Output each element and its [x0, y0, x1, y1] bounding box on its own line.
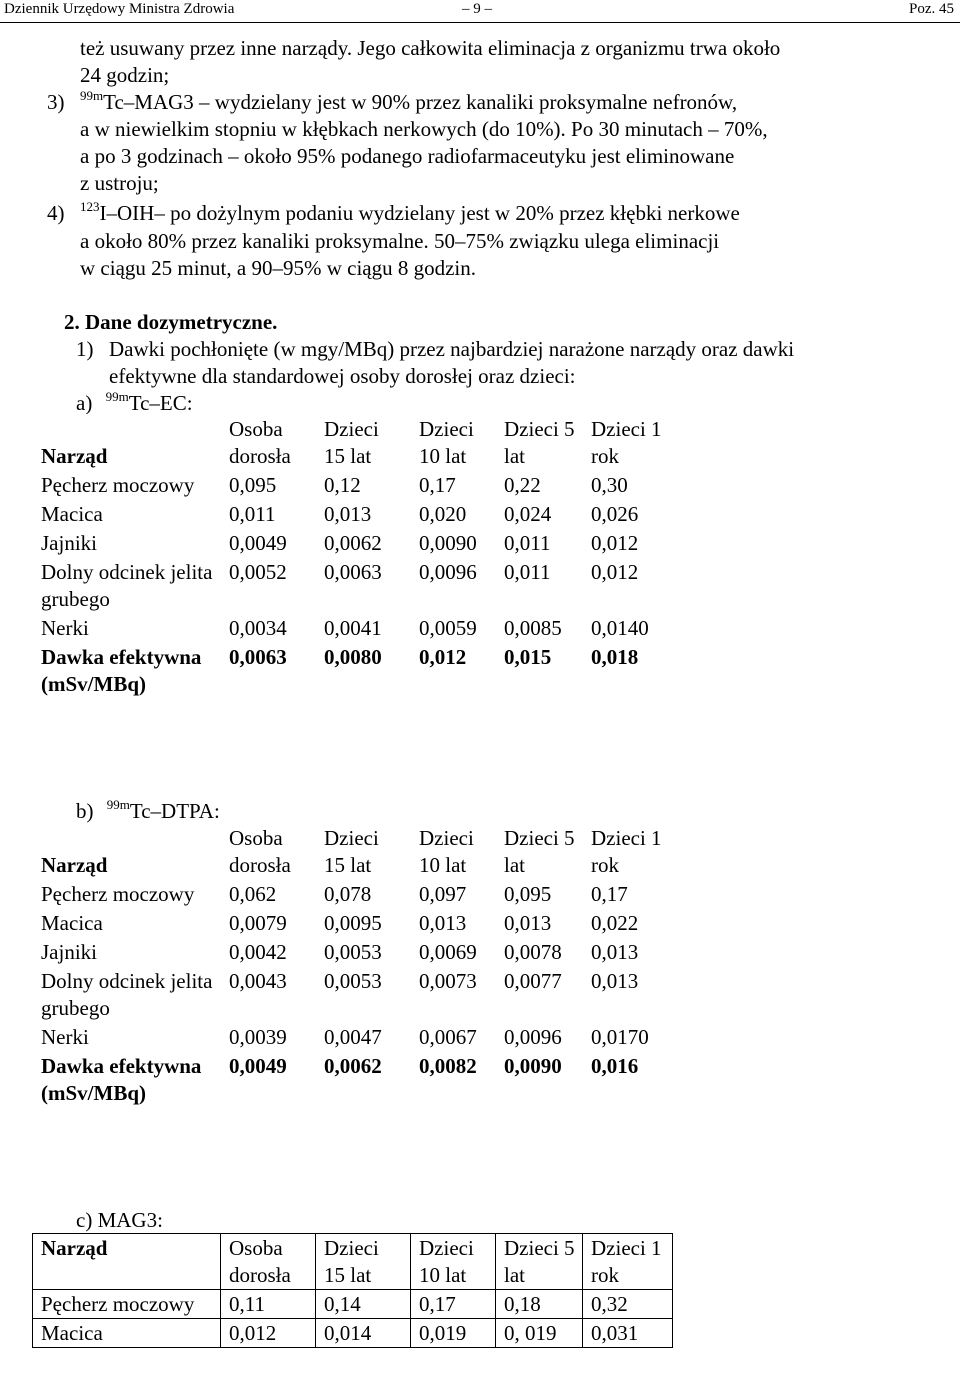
value-cell: 0,015: [496, 643, 583, 699]
value-cell: 0,0082: [411, 1052, 496, 1108]
header-cell: Narząd: [33, 1234, 221, 1290]
header-cell: Dzieci 15 lat: [316, 824, 411, 880]
organ-cell: Pęcherz moczowy: [33, 1290, 221, 1319]
value-cell: 0,011: [496, 558, 583, 614]
header-cell: Dzieci 1 rok: [583, 1234, 673, 1290]
header-cell: Osoba dorosła: [221, 824, 316, 880]
header-cell: Dzieci 10 lat: [411, 824, 496, 880]
value-cell: 0,013: [411, 909, 496, 938]
organ-cell: Nerki: [33, 614, 221, 643]
item-3-line: a po 3 godzinach – około 95% podanego radiofarmaceutyku jest eliminowane: [80, 144, 735, 168]
item-3-line: a w niewielkim stopniu w kłębkach nerkowych (do 10%). Po 30 minutach – 70%,: [80, 117, 768, 141]
value-cell: 0,016: [583, 1052, 673, 1108]
item-3-line: [80, 89, 920, 116]
organ-cell: Macica: [33, 1319, 221, 1348]
table-a-title: Tc–EC:: [128, 391, 193, 415]
item-3-line: z ustroju;: [80, 171, 159, 195]
value-cell: 0,011: [496, 529, 583, 558]
value-cell: 0,095: [221, 471, 316, 500]
table-c-title: MAG3:: [97, 1208, 163, 1232]
isotope-superscript: 99m: [105, 389, 129, 404]
table-row: [33, 558, 673, 614]
table-b-letter: b): [76, 799, 94, 823]
value-cell: 0,0043: [221, 967, 316, 1023]
header-cell: Dzieci 5 lat: [496, 415, 583, 471]
organ-cell: Dolny odcinek jelita grubego: [33, 967, 221, 1023]
table-header-row: [33, 1234, 673, 1290]
value-cell: 0,12: [316, 471, 411, 500]
organ-cell: Pęcherz moczowy: [33, 471, 221, 500]
value-cell: 0,0067: [411, 1023, 496, 1052]
organ-cell: Dolny odcinek jelita grubego: [33, 558, 221, 614]
value-cell: 0,031: [583, 1319, 673, 1348]
table-a-letter: a): [76, 391, 93, 415]
item-3-text-l1: Tc–MAG3 – wydzielany jest w 90% przez kanaliki proksymalne nefronów,: [103, 90, 738, 114]
value-cell: 0,022: [583, 909, 673, 938]
value-cell: 0,17: [411, 1290, 496, 1319]
organ-cell: Jajniki: [33, 529, 221, 558]
value-cell: 0,0096: [496, 1023, 583, 1052]
page-header: [0, 0, 960, 23]
item-4-line: w ciągu 25 minut, a 90–95% w ciągu 8 godzin.: [80, 256, 477, 280]
table-header-row: [33, 415, 673, 471]
table-row: [33, 471, 673, 500]
position-number: Poz. 45: [909, 1, 954, 17]
table-row: [33, 967, 673, 1023]
item-4-line: a około 80% przez kanaliki proksymalne. 50–75% związku ulega eliminacji: [80, 229, 720, 253]
value-cell: 0, 019: [496, 1319, 583, 1348]
value-cell: 0,0085: [496, 614, 583, 643]
table-row: [33, 529, 673, 558]
value-cell: 0,0039: [221, 1023, 316, 1052]
value-cell: 0,013: [583, 967, 673, 1023]
value-cell: 0,012: [221, 1319, 316, 1348]
table-row: [33, 1319, 673, 1348]
value-cell: 0,0034: [221, 614, 316, 643]
value-cell: 0,0073: [411, 967, 496, 1023]
value-cell: 0,0049: [221, 1052, 316, 1108]
header-cell: Osoba dorosła: [221, 1234, 316, 1290]
isotope-superscript: 99m: [106, 797, 130, 812]
table-row: [33, 909, 673, 938]
value-cell: 0,0053: [316, 967, 411, 1023]
table-b-title: Tc–DTPA:: [129, 799, 220, 823]
value-cell: 0,026: [583, 500, 673, 529]
value-cell: 0,013: [583, 938, 673, 967]
intro-line: 24 godzin;: [80, 63, 170, 87]
table-row-effective-dose: [33, 643, 673, 699]
header-cell: Narząd: [33, 824, 221, 880]
value-cell: 0,078: [316, 880, 411, 909]
value-cell: 0,0049: [221, 529, 316, 558]
header-cell: Dzieci 10 lat: [411, 415, 496, 471]
item-number: 4): [47, 201, 65, 225]
value-cell: 0,0078: [496, 938, 583, 967]
value-cell: 0,062: [221, 880, 316, 909]
value-cell: 0,0041: [316, 614, 411, 643]
section-paragraph: efektywne dla standardowej osoby dorosłej oraz dzieci:: [109, 364, 576, 388]
header-cell: Dzieci 5 lat: [496, 824, 583, 880]
value-cell: 0,011: [221, 500, 316, 529]
value-cell: 0,0095: [316, 909, 411, 938]
isotope-superscript: 123: [80, 199, 100, 214]
item-4-line: [80, 200, 740, 227]
header-cell: Dzieci 10 lat: [411, 1234, 496, 1290]
organ-cell: Dawka efektywna (mSv/MBq): [33, 643, 221, 699]
table-c: [32, 1233, 673, 1348]
value-cell: 0,020: [411, 500, 496, 529]
value-cell: 0,0170: [583, 1023, 673, 1052]
table-a-label: [76, 390, 193, 417]
value-cell: 0,013: [496, 909, 583, 938]
value-cell: 0,019: [411, 1319, 496, 1348]
section-paragraph: Dawki pochłonięte (w mgy/MBq) przez najbardziej narażone narządy oraz dawki: [109, 337, 795, 361]
item-number: 1): [76, 337, 94, 361]
value-cell: 0,0063: [221, 643, 316, 699]
value-cell: 0,11: [221, 1290, 316, 1319]
value-cell: 0,14: [316, 1290, 411, 1319]
value-cell: 0,0047: [316, 1023, 411, 1052]
organ-cell: Macica: [33, 909, 221, 938]
table-row: [33, 880, 673, 909]
value-cell: 0,22: [496, 471, 583, 500]
page-number: – 9 –: [462, 1, 492, 17]
value-cell: 0,30: [583, 471, 673, 500]
table-c-label: [76, 1207, 163, 1234]
value-cell: 0,0080: [316, 643, 411, 699]
value-cell: 0,0052: [221, 558, 316, 614]
organ-cell: Jajniki: [33, 938, 221, 967]
header-cell: Dzieci 1 rok: [583, 415, 673, 471]
organ-cell: Pęcherz moczowy: [33, 880, 221, 909]
value-cell: 0,012: [411, 643, 496, 699]
table-b-label: [76, 798, 220, 825]
value-cell: 0,18: [496, 1290, 583, 1319]
table-row: [33, 1290, 673, 1319]
header-cell: Dzieci 15 lat: [316, 415, 411, 471]
value-cell: 0,013: [316, 500, 411, 529]
value-cell: 0,0063: [316, 558, 411, 614]
header-cell: Osoba dorosła: [221, 415, 316, 471]
value-cell: 0,0042: [221, 938, 316, 967]
table-row: [33, 614, 673, 643]
value-cell: 0,0069: [411, 938, 496, 967]
value-cell: 0,32: [583, 1290, 673, 1319]
table-row-effective-dose: [33, 1052, 673, 1108]
organ-cell: Dawka efektywna (mSv/MBq): [33, 1052, 221, 1108]
journal-title: Dziennik Urzędowy Ministra Zdrowia: [4, 1, 235, 17]
header-cell: Dzieci 1 rok: [583, 824, 673, 880]
header-cell: Dzieci 15 lat: [316, 1234, 411, 1290]
isotope-superscript: 99m: [80, 88, 104, 103]
value-cell: 0,095: [496, 880, 583, 909]
item-4-text-l1: I–OIH– po dożylnym podaniu wydzielany jest w 20% przez kłębki nerkowe: [99, 201, 740, 225]
value-cell: 0,0053: [316, 938, 411, 967]
header-cell: Narząd: [33, 415, 221, 471]
value-cell: 0,0079: [221, 909, 316, 938]
value-cell: 0,012: [583, 558, 673, 614]
value-cell: 0,17: [411, 471, 496, 500]
value-cell: 0,0090: [496, 1052, 583, 1108]
organ-cell: Nerki: [33, 1023, 221, 1052]
value-cell: 0,018: [583, 643, 673, 699]
organ-cell: Macica: [33, 500, 221, 529]
value-cell: 0,17: [583, 880, 673, 909]
table-row: [33, 1023, 673, 1052]
table-header-row: [33, 824, 673, 880]
value-cell: 0,024: [496, 500, 583, 529]
value-cell: 0,0059: [411, 614, 496, 643]
value-cell: 0,0096: [411, 558, 496, 614]
intro-line: też usuwany przez inne narządy. Jego całkowita eliminacja z organizmu trwa około: [80, 36, 781, 60]
value-cell: 0,0090: [411, 529, 496, 558]
value-cell: 0,014: [316, 1319, 411, 1348]
table-c-letter: c): [76, 1208, 93, 1232]
section-heading: 2. Dane dozymetryczne.: [64, 310, 278, 334]
header-cell: Dzieci 5 lat: [496, 1234, 583, 1290]
value-cell: 0,0140: [583, 614, 673, 643]
item-number: 3): [47, 90, 65, 114]
value-cell: 0,0077: [496, 967, 583, 1023]
table-row: [33, 500, 673, 529]
value-cell: 0,012: [583, 529, 673, 558]
value-cell: 0,097: [411, 880, 496, 909]
value-cell: 0,0062: [316, 529, 411, 558]
table-b: [32, 823, 673, 1108]
item-3-text: [80, 89, 737, 116]
table-a: [32, 414, 673, 699]
value-cell: 0,0062: [316, 1052, 411, 1108]
table-row: [33, 938, 673, 967]
